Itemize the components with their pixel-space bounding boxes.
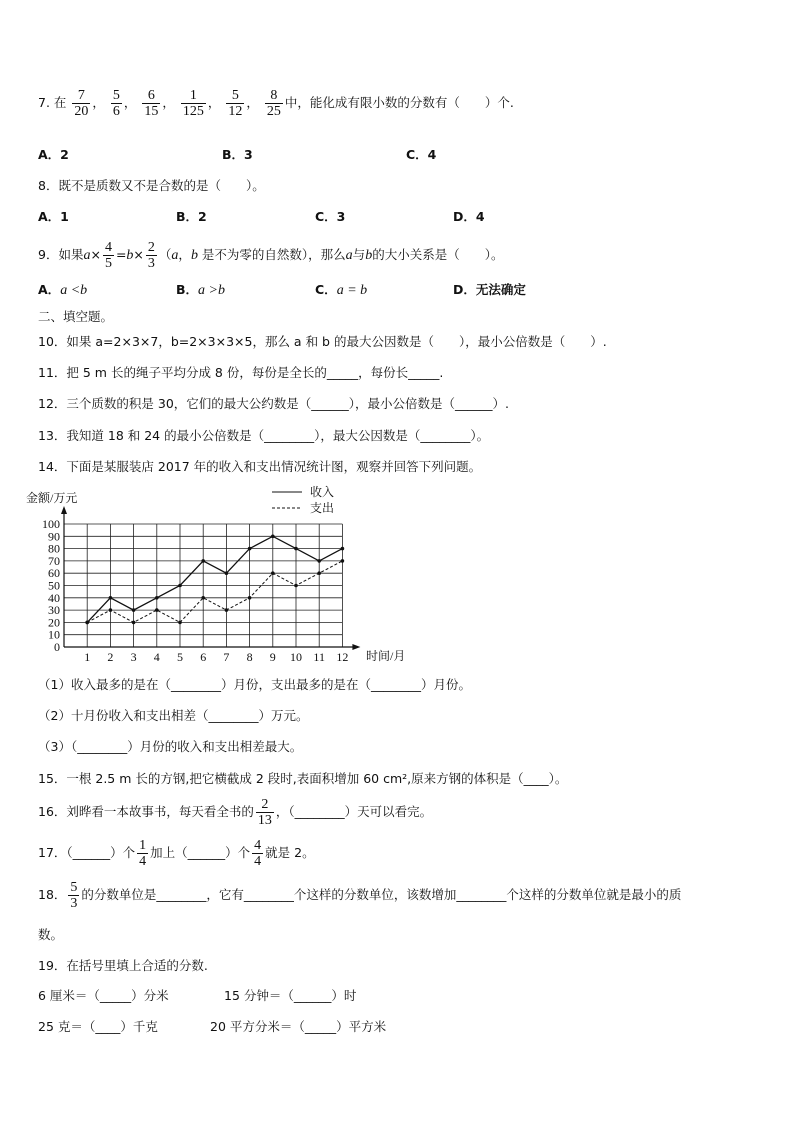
question-13: 13．我知道 18 和 24 的最小公倍数是（________），最大公因数是（________）。: [38, 428, 490, 443]
y-axis-label: 金额/万元: [26, 491, 78, 505]
fraction: $\frac{4}{5}$: [104, 240, 112, 271]
question-17: 17．（______）个 $\frac{1}{4}$ 加上（______）个 $\frac{4}{4}$ 就是 2。: [38, 838, 315, 869]
question-14-1: （1）收入最多的是在（________）月份，支出最多的是在（________）月份。: [38, 677, 471, 692]
data-point: [225, 571, 229, 575]
fraction: $\frac{5}{6}$: [112, 88, 120, 119]
data-point: [109, 596, 113, 600]
question-14-2: （2）十月份收入和支出相差（________）万元。: [38, 708, 309, 723]
data-point: [201, 559, 205, 563]
fill-item: 15 分钟＝（______）时: [224, 988, 357, 1003]
y-tick-label: 50: [48, 578, 60, 593]
data-point: [109, 608, 113, 612]
option-c[interactable]: C．4: [406, 147, 437, 162]
y-axis-arrow: [61, 506, 67, 514]
fraction: $\frac{4}{4}$: [254, 838, 262, 869]
data-point: [271, 571, 275, 575]
data-point: [155, 596, 159, 600]
fraction: $\frac{2}{13}$: [257, 797, 272, 828]
option-a[interactable]: A．a <b: [38, 282, 88, 298]
option-c[interactable]: C．a = b: [315, 282, 368, 298]
data-point: [248, 547, 252, 551]
x-tick-label: 10: [290, 650, 302, 664]
x-tick-label: 8: [246, 650, 253, 664]
question-16: 16．刘晔看一本故事书，每天看全书的 $\frac{2}{13}$ ，（________）天可以看完。: [38, 797, 433, 828]
legend-label: 收入: [310, 485, 335, 499]
question-7: 7. 在 $\frac{7}{20}$ ， $\frac{5}{6}$ ， $\frac{6}{15}$ ， $\frac{1}{125}$ ， $\frac{5}{12}$ ， $\frac{8}{25}$ 中，能化成有限小数的分数有（ ）个.: [38, 88, 514, 119]
option-b[interactable]: B．3: [222, 147, 253, 162]
question-18-cont: 数。: [38, 927, 64, 942]
fraction: $\frac{1}{125}$: [182, 88, 204, 119]
option-a[interactable]: A．1: [38, 209, 69, 224]
legend-label: 支出: [310, 501, 335, 515]
option-c[interactable]: C．3: [315, 209, 346, 224]
section-title: 二、填空题。: [38, 309, 114, 324]
fraction: $\frac{5}{3}$: [70, 880, 78, 911]
chart-grid: [64, 524, 342, 647]
option-d[interactable]: D．无法确定: [453, 282, 526, 297]
question-14-3: （3）（________）月份的收入和支出相差最大。: [38, 739, 303, 754]
y-tick-label: 30: [48, 603, 60, 618]
data-point: [132, 608, 136, 612]
y-tick-label: 70: [48, 553, 60, 568]
question-19: 19．在括号里填上合适的分数.: [38, 958, 208, 973]
data-point: [225, 608, 229, 612]
question-8: 8．既不是质数又不是合数的是（ ）。: [38, 178, 265, 193]
option-d[interactable]: D．4: [453, 209, 485, 224]
fraction: $\frac{2}{3}$: [147, 240, 155, 271]
x-tick-labels: [84, 650, 348, 664]
x-tick-label: 7: [223, 650, 230, 664]
x-axis-label: 时间/月: [366, 649, 406, 663]
chart-legend: [272, 484, 334, 515]
data-point: [271, 535, 275, 539]
fill-item: 25 克＝（____）千克: [38, 1019, 158, 1034]
data-point: [201, 596, 205, 600]
series-line: [87, 536, 342, 622]
data-point: [85, 621, 89, 625]
y-tick-label: 90: [48, 529, 60, 544]
data-point: [178, 584, 182, 588]
question-9: 9．如果a× $\frac{4}{5}$ =b× $\frac{2}{3}$ （a，b 是不为零的自然数），那么a与b的大小关系是（ ）。: [38, 240, 504, 271]
chart-axes: [61, 506, 360, 650]
question-12: 12．三个质数的积是 30，它们的最大公约数是（______），最小公倍数是（______）.: [38, 396, 510, 411]
question-10: 10．如果 a=2×3×7，b=2×3×3×5，那么 a 和 b 的最大公因数是（ ），最小公倍数是（ ）.: [38, 334, 607, 349]
x-tick-label: 6: [200, 650, 207, 664]
x-tick-label: 11: [313, 650, 325, 664]
data-point: [294, 584, 298, 588]
y-tick-label: 0: [54, 640, 60, 654]
question-15: 15．一根 2.5 m 长的方钢,把它横截成 2 段时,表面积增加 60 cm²,原来方钢的体积是（____）。: [38, 771, 568, 786]
x-tick-label: 5: [177, 650, 183, 664]
question-11: 11．把 5 m 长的绳子平均分成 8 份，每份是全长的_____，每份长_____.: [38, 365, 444, 380]
y-tick-label: 60: [48, 566, 60, 581]
y-tick-label: 40: [48, 590, 60, 605]
line-chart: [20, 480, 420, 665]
data-point: [341, 559, 345, 563]
fraction: $\frac{5}{12}$: [228, 88, 243, 119]
data-point: [317, 559, 321, 563]
option-a[interactable]: A．2: [38, 147, 69, 162]
option-b[interactable]: B．2: [176, 209, 207, 224]
x-tick-label: 4: [153, 650, 160, 664]
data-point: [178, 621, 182, 625]
fill-item: 20 平方分米＝（_____）平方米: [210, 1019, 387, 1034]
data-point: [248, 596, 252, 600]
fraction: $\frac{7}{20}$: [74, 88, 89, 119]
option-b[interactable]: B．a >b: [176, 282, 225, 298]
x-axis-arrow: [352, 644, 360, 650]
y-tick-labels: [42, 517, 60, 654]
fraction: $\frac{6}{15}$: [144, 88, 159, 119]
x-tick-label: 9: [269, 650, 276, 664]
y-tick-label: 100: [42, 517, 60, 531]
chart-series: [85, 535, 344, 625]
y-tick-label: 80: [48, 541, 60, 556]
data-point: [317, 571, 321, 575]
data-point: [132, 621, 136, 625]
data-point: [341, 547, 345, 551]
y-tick-label: 10: [48, 627, 60, 642]
x-tick-label: 3: [130, 650, 137, 664]
x-tick-label: 1: [84, 650, 91, 664]
fraction: $\frac{8}{25}$: [266, 88, 281, 119]
x-tick-label: 12: [336, 650, 349, 664]
question-14: 14．下面是某服装店 2017 年的收入和支出情况统计图，观察并回答下列问题。: [38, 459, 482, 474]
series-line: [87, 561, 342, 623]
question-18: 18． $\frac{5}{3}$ 的分数单位是________，它有________个这样的分数单位，该数增加________个这样的分数单位就是最小的质: [38, 880, 682, 911]
y-tick-label: 20: [48, 615, 60, 630]
fraction: $\frac{1}{4}$: [139, 838, 147, 869]
x-tick-label: 2: [107, 650, 114, 664]
data-point: [294, 547, 298, 551]
fill-item: 6 厘米＝（_____）分米: [38, 988, 169, 1003]
data-point: [155, 608, 159, 612]
